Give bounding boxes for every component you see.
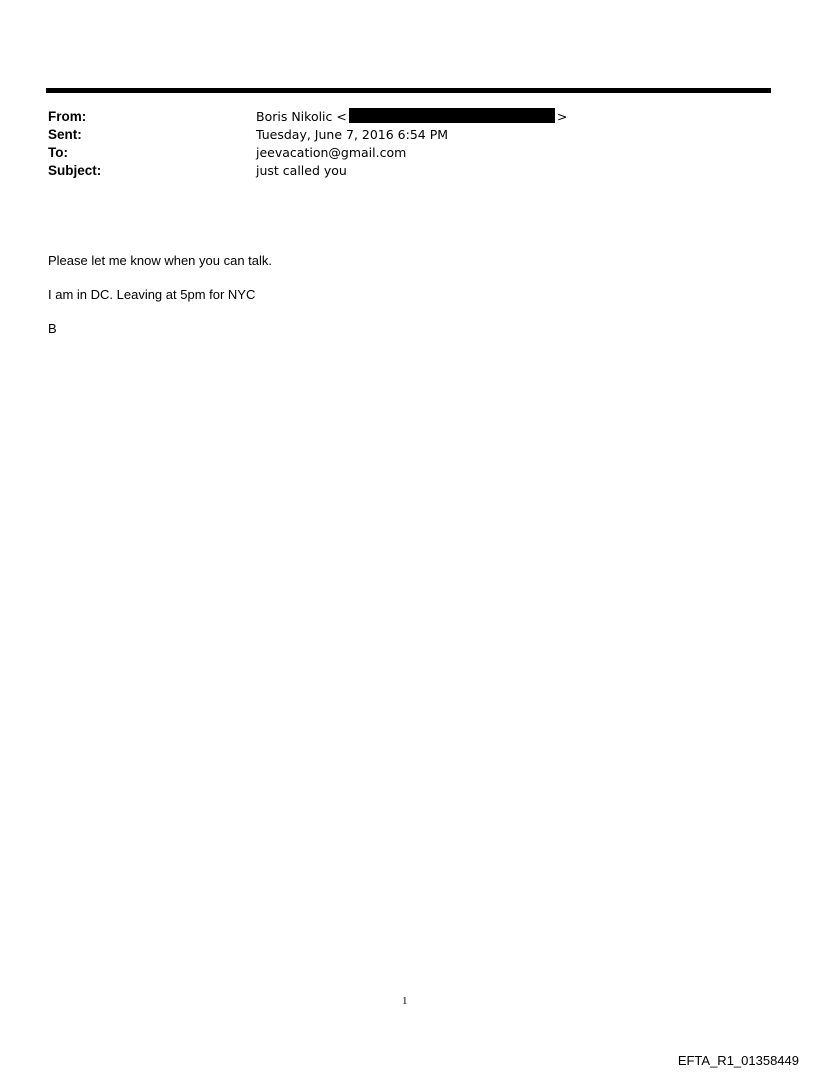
sent-value: Tuesday, June 7, 2016 6:54 PM [256, 127, 449, 142]
body-paragraph: Please let me know when you can talk. [48, 253, 273, 268]
redacted-email-block [349, 108, 555, 123]
sent-label: Sent: [48, 127, 82, 142]
sender-name: Boris Nikolic < [256, 109, 347, 124]
email-body [48, 252, 272, 354]
from-row [48, 108, 567, 126]
body-signature: B [48, 321, 57, 336]
from-label: From: [48, 109, 87, 124]
header-rule [46, 88, 771, 93]
email-header [48, 108, 567, 180]
document-id: EFTA_R1_01358449 [677, 1053, 799, 1068]
sender-close-bracket: > [556, 109, 568, 124]
to-row [48, 144, 567, 162]
to-value: jeevacation@gmail.com [256, 145, 407, 160]
from-value [256, 108, 567, 126]
body-paragraph: I am in DC. Leaving at 5pm for NYC [48, 287, 256, 302]
sent-row [48, 126, 567, 144]
subject-value: just called you [256, 163, 347, 178]
subject-row [48, 162, 567, 180]
page-number: 1 [402, 995, 408, 1007]
subject-label: Subject: [48, 163, 102, 178]
to-label: To: [48, 145, 68, 160]
